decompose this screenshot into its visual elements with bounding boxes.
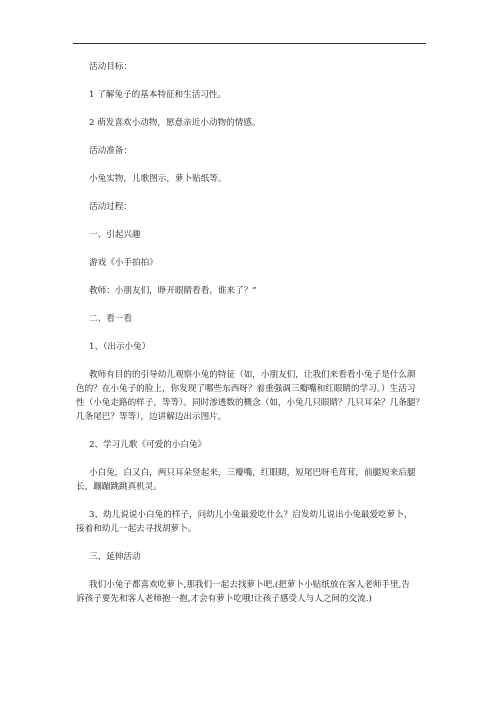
heading-process: 活动过程：	[89, 202, 132, 212]
heading-preparation: 活动准备：	[89, 146, 132, 156]
step-3-line-2: 接着和幼儿一起去寻找胡萝卜。	[76, 524, 197, 534]
paragraph-observe-line-4: 几条尾巴？等等），边讲解边出示图片。	[76, 412, 227, 422]
step-1-title: 1、（出示小兔）	[89, 342, 151, 352]
extension-line-2: 诉孩子要先和客人老师抱一抱,才会有萝卜吃哦!让孩子感受人与人之间的交流.)	[76, 594, 372, 604]
section-2-title: 二、看一看	[89, 314, 132, 324]
header-rule	[73, 43, 426, 44]
heading-goals: 活动目标：	[89, 62, 132, 72]
section-1-title: 一、引起兴趣	[89, 230, 141, 240]
step-3-line-1: 3、幼儿说说小白兔的样子，问幼儿小兔最爱吃什么？启发幼儿说出小兔最爱吃萝卜，	[89, 510, 413, 520]
extension-line-1: 我们小兔子都喜欢吃萝卜,那我们一起去找萝卜吧.(把萝卜小贴纸放在客人老师手里,告	[89, 580, 410, 590]
paragraph-observe-line-3: 性（小兔走路的样子，等等）。同时渗透数的概念（如，小兔几只眼睛？几只耳朵？几条腿？	[76, 398, 425, 408]
preparation-text: 小兔实物，儿歌图示，萝卜贴纸等。	[89, 174, 227, 184]
teacher-line: 教师：小朋友们，睁开眼睛看看，谁来了？”	[89, 286, 257, 296]
goal-item-1: 1 了解兔子的基本特征和生活习性。	[89, 90, 227, 100]
step-2-title: 2、学习儿歌《可爱的小白兔》	[89, 440, 207, 450]
paragraph-observe-line-1: 教师有目的的引导幼儿观察小兔的特征（如，小朋友们，让我们来看看小兔子是什么颜	[89, 370, 416, 380]
game-title: 游戏《小手拍拍》	[89, 258, 158, 268]
section-3-title: 三、延伸活动	[89, 552, 141, 562]
paragraph-observe-line-2: 色的？在小兔子的脸上，你发现了哪些东西呀？着重强调三瓣嘴和红眼睛的学习。）生活习	[76, 384, 416, 394]
song-line-2: 长，蹦蹦跳跳真机灵。	[76, 482, 162, 492]
goal-item-2: 2 萌发喜欢小动物，愿意亲近小动物的情感。	[89, 118, 261, 128]
song-line-1: 小白兔，白又白，两只耳朵竖起来，三瓣嘴，红眼睛，短尾巴呀毛茸茸，前腿短来后腿	[89, 468, 416, 478]
